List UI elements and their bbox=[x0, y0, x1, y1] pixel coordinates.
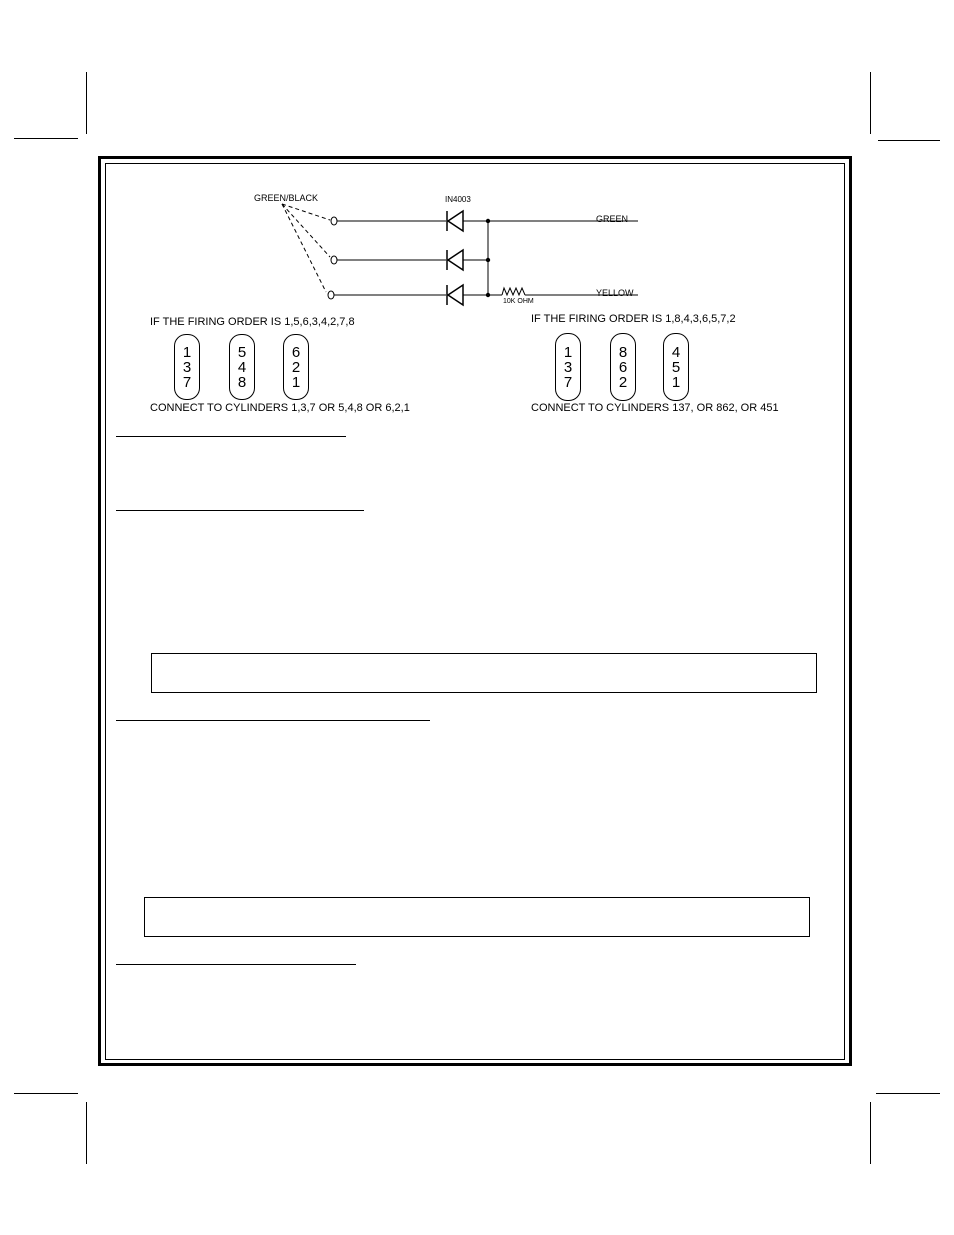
cylinder-number: 4 bbox=[237, 358, 247, 376]
terminal-rings bbox=[328, 217, 337, 299]
crop-mark bbox=[86, 72, 87, 134]
cylinder-number: 1 bbox=[291, 373, 301, 391]
left-connect-text: CONNECT TO CYLINDERS 1,3,7 OR 5,4,8 OR 6,2,1 bbox=[150, 402, 410, 414]
right-cylinder-group-1 bbox=[555, 333, 581, 401]
crop-mark bbox=[14, 138, 78, 139]
crop-mark bbox=[876, 1093, 940, 1094]
cylinder-number: 3 bbox=[563, 358, 573, 376]
cylinder-number: 2 bbox=[291, 358, 301, 376]
crop-mark bbox=[86, 1102, 87, 1164]
left-cylinder-group-2 bbox=[229, 334, 255, 400]
cylinder-number: 4 bbox=[671, 343, 681, 361]
cylinder-number: 1 bbox=[182, 343, 192, 361]
crop-mark bbox=[870, 72, 871, 134]
cylinder-number: 5 bbox=[237, 343, 247, 361]
left-cylinder-group-1 bbox=[174, 334, 200, 400]
cylinder-number: 1 bbox=[563, 343, 573, 361]
right-cylinder-group-3 bbox=[663, 333, 689, 401]
note-box bbox=[144, 897, 810, 937]
right-firing-order-text: IF THE FIRING ORDER IS 1,8,4,3,6,5,7,2 bbox=[531, 313, 736, 325]
cylinder-number: 8 bbox=[237, 373, 247, 391]
cylinder-number: 5 bbox=[671, 358, 681, 376]
cylinder-number: 7 bbox=[182, 373, 192, 391]
cylinder-number: 2 bbox=[618, 373, 628, 391]
section-heading-rule bbox=[116, 720, 430, 721]
diode-icon bbox=[447, 250, 463, 270]
input-wire-label: GREEN/BLACK bbox=[254, 193, 319, 203]
diode-part-label: IN4003 bbox=[445, 195, 471, 204]
cylinder-number: 6 bbox=[618, 358, 628, 376]
section-heading-rule bbox=[116, 964, 356, 965]
left-firing-order-text: IF THE FIRING ORDER IS 1,5,6,3,4,2,7,8 bbox=[150, 316, 355, 328]
cylinder-number: 7 bbox=[563, 373, 573, 391]
dashed-selector-lines bbox=[282, 204, 330, 292]
section-heading-rule bbox=[116, 436, 346, 437]
cylinder-number: 8 bbox=[618, 343, 628, 361]
input-wires bbox=[334, 221, 446, 295]
resistor-value-label: 10K OHM bbox=[503, 298, 534, 305]
cylinder-number: 6 bbox=[291, 343, 301, 361]
diode-icon bbox=[447, 211, 463, 231]
cylinder-number: 3 bbox=[182, 358, 192, 376]
section-heading-rule bbox=[116, 510, 364, 511]
green-output-label: GREEN bbox=[596, 214, 629, 224]
yellow-output-label: YELLOW bbox=[596, 288, 634, 298]
diode-icon bbox=[447, 285, 463, 305]
left-cylinder-group-3 bbox=[283, 334, 309, 400]
note-box bbox=[151, 653, 817, 693]
crop-mark bbox=[878, 140, 940, 141]
output-wires bbox=[463, 221, 638, 295]
crop-mark bbox=[14, 1093, 78, 1094]
right-connect-text: CONNECT TO CYLINDERS 137, OR 862, OR 451 bbox=[531, 402, 779, 414]
cylinder-number: 1 bbox=[671, 373, 681, 391]
right-cylinder-group-2 bbox=[610, 333, 636, 401]
crop-mark bbox=[870, 1102, 871, 1164]
